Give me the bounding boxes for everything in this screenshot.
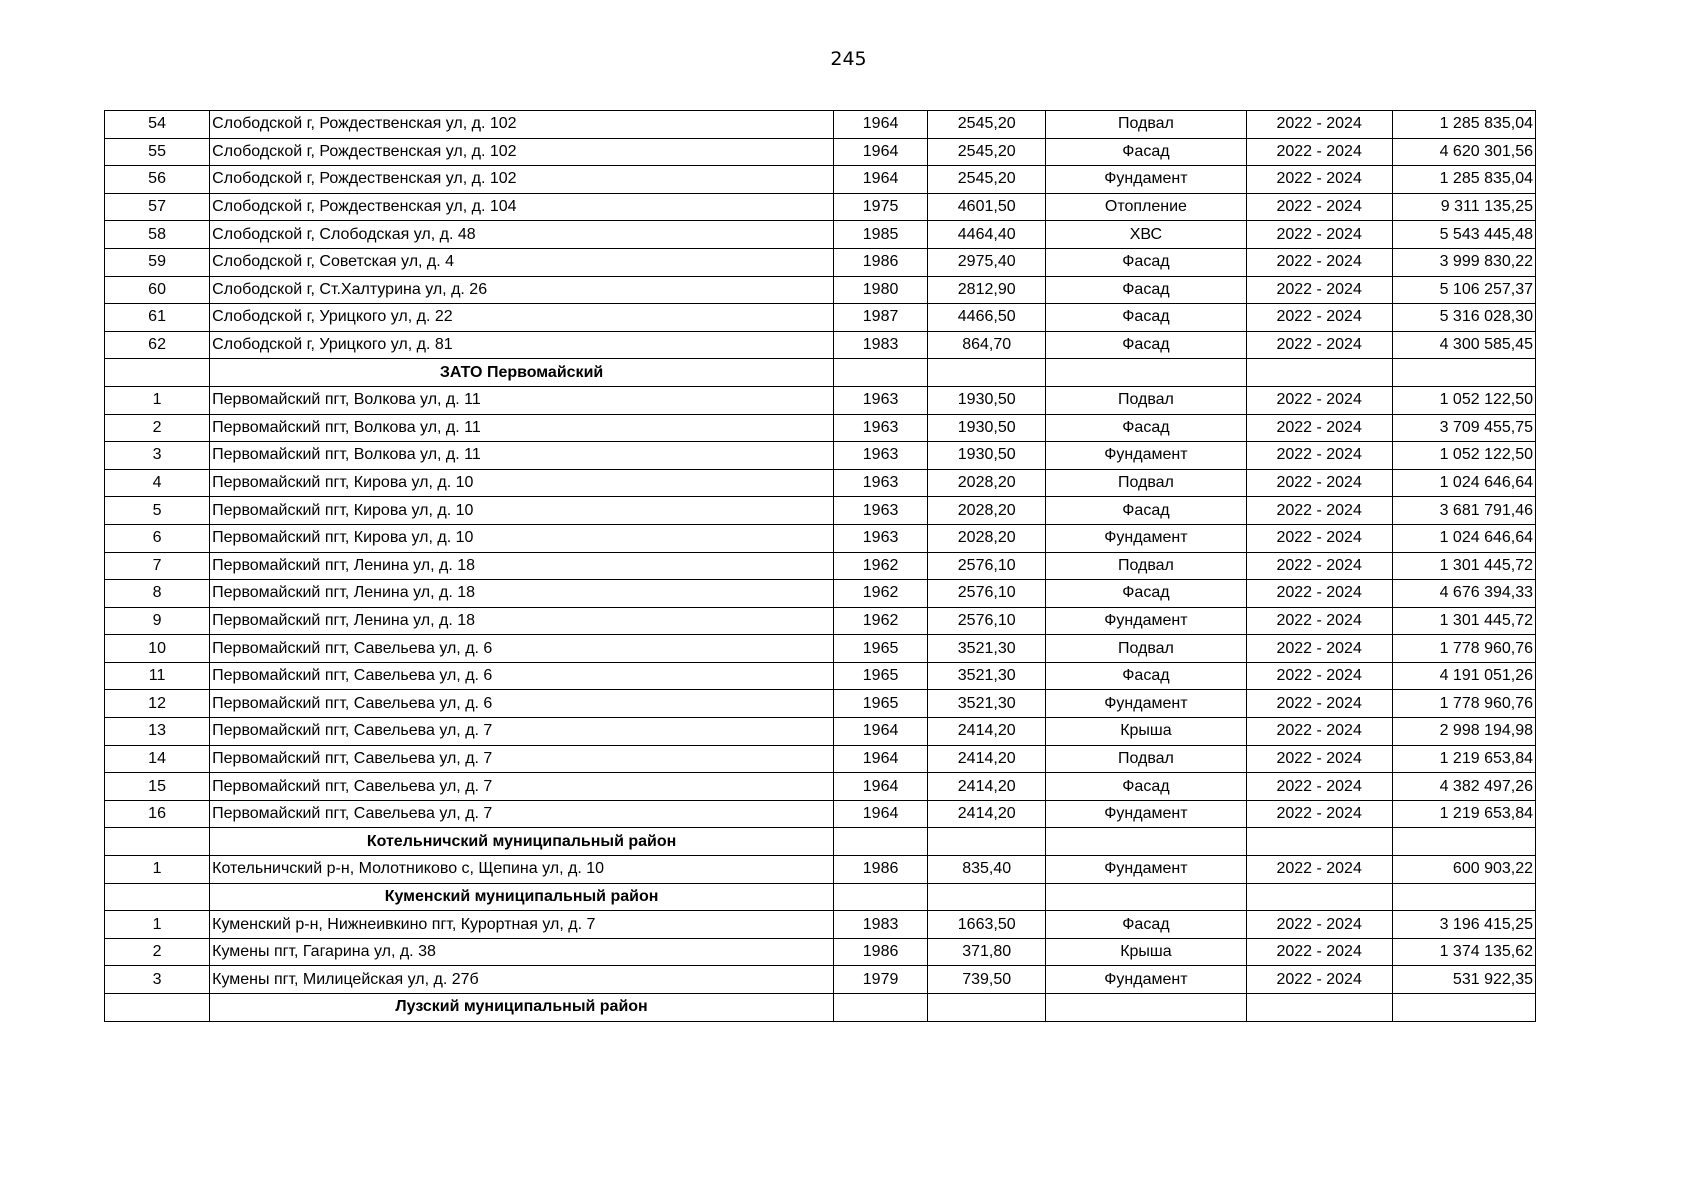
work-type-cell: Фундамент: [1046, 856, 1246, 884]
period-cell: 2022 - 2024: [1246, 745, 1392, 773]
row-number: 3: [105, 966, 210, 994]
table-body: [105, 111, 1536, 1022]
period-cell: 2022 - 2024: [1246, 276, 1392, 304]
address-cell: Первомайский пгт, Волкова ул, д. 11: [210, 442, 834, 470]
cost-cell: 1 778 960,76: [1392, 690, 1535, 718]
period-cell: 2022 - 2024: [1246, 552, 1392, 580]
year-cell: 1964: [834, 166, 928, 194]
work-type-cell: Подвал: [1046, 386, 1246, 414]
cost-cell: 1 374 135,62: [1392, 938, 1535, 966]
address-cell: Слободской г, Урицкого ул, д. 81: [210, 331, 834, 359]
row-number: 9: [105, 607, 210, 635]
row-number: 16: [105, 800, 210, 828]
area-cell: 2576,10: [928, 580, 1046, 608]
section-title: Лузский муниципальный район: [210, 994, 834, 1022]
work-type-cell: ХВС: [1046, 221, 1246, 249]
area-cell: 2028,20: [928, 469, 1046, 497]
work-type-cell: Фасад: [1046, 248, 1246, 276]
work-type-cell: Фасад: [1046, 331, 1246, 359]
table-row: [105, 276, 1536, 304]
address-cell: Первомайский пгт, Савельева ул, д. 7: [210, 773, 834, 801]
cost-cell: 1 301 445,72: [1392, 607, 1535, 635]
area-cell: 1930,50: [928, 442, 1046, 470]
period-cell: 2022 - 2024: [1246, 635, 1392, 663]
period-cell: 2022 - 2024: [1246, 690, 1392, 718]
year-cell: 1964: [834, 745, 928, 773]
empty-cell: [1246, 994, 1392, 1022]
table-row: [105, 524, 1536, 552]
row-number: 1: [105, 386, 210, 414]
table-row: [105, 800, 1536, 828]
area-cell: 2414,20: [928, 745, 1046, 773]
work-type-cell: Фундамент: [1046, 966, 1246, 994]
table-row: [105, 221, 1536, 249]
year-cell: 1985: [834, 221, 928, 249]
area-cell: 2414,20: [928, 718, 1046, 746]
work-type-cell: Подвал: [1046, 469, 1246, 497]
area-cell: 3521,30: [928, 635, 1046, 663]
row-number: 3: [105, 442, 210, 470]
row-number: 59: [105, 248, 210, 276]
empty-cell: [1046, 828, 1246, 856]
row-number: 55: [105, 138, 210, 166]
year-cell: 1987: [834, 304, 928, 332]
period-cell: 2022 - 2024: [1246, 221, 1392, 249]
table-row: [105, 580, 1536, 608]
table-row: [105, 552, 1536, 580]
work-type-cell: Фасад: [1046, 911, 1246, 939]
repair-schedule-table: [104, 110, 1536, 1022]
cost-cell: 1 301 445,72: [1392, 552, 1535, 580]
table-row: [105, 856, 1536, 884]
cost-cell: 600 903,22: [1392, 856, 1535, 884]
empty-cell: [105, 359, 210, 387]
table-row: [105, 497, 1536, 525]
table-row: [105, 635, 1536, 663]
work-type-cell: Фундамент: [1046, 607, 1246, 635]
period-cell: 2022 - 2024: [1246, 497, 1392, 525]
year-cell: 1963: [834, 469, 928, 497]
address-cell: Слободской г, Слободская ул, д. 48: [210, 221, 834, 249]
cost-cell: 4 191 051,26: [1392, 662, 1535, 690]
work-type-cell: Фасад: [1046, 138, 1246, 166]
year-cell: 1965: [834, 662, 928, 690]
period-cell: 2022 - 2024: [1246, 800, 1392, 828]
row-number: 1: [105, 911, 210, 939]
period-cell: 2022 - 2024: [1246, 138, 1392, 166]
cost-cell: 4 300 585,45: [1392, 331, 1535, 359]
period-cell: 2022 - 2024: [1246, 607, 1392, 635]
table-row: [105, 773, 1536, 801]
table-row: [105, 414, 1536, 442]
work-type-cell: Крыша: [1046, 938, 1246, 966]
address-cell: Первомайский пгт, Савельева ул, д. 6: [210, 662, 834, 690]
empty-cell: [834, 994, 928, 1022]
row-number: 2: [105, 938, 210, 966]
work-type-cell: Фундамент: [1046, 442, 1246, 470]
work-type-cell: Фасад: [1046, 773, 1246, 801]
row-number: 7: [105, 552, 210, 580]
address-cell: Слободской г, Советская ул, д. 4: [210, 248, 834, 276]
table-row: [105, 331, 1536, 359]
cost-cell: 1 052 122,50: [1392, 442, 1535, 470]
table-row: [105, 138, 1536, 166]
work-type-cell: Фасад: [1046, 497, 1246, 525]
address-cell: Первомайский пгт, Кирова ул, д. 10: [210, 469, 834, 497]
period-cell: 2022 - 2024: [1246, 718, 1392, 746]
row-number: 4: [105, 469, 210, 497]
cost-cell: 1 052 122,50: [1392, 386, 1535, 414]
table-row: [105, 662, 1536, 690]
address-cell: Слободской г, Рождественская ул, д. 102: [210, 166, 834, 194]
work-type-cell: Подвал: [1046, 111, 1246, 139]
row-number: 57: [105, 193, 210, 221]
table-row: [105, 193, 1536, 221]
table-row: [105, 745, 1536, 773]
row-number: 10: [105, 635, 210, 663]
period-cell: 2022 - 2024: [1246, 386, 1392, 414]
year-cell: 1963: [834, 442, 928, 470]
table-row: [105, 718, 1536, 746]
row-number: 61: [105, 304, 210, 332]
empty-cell: [105, 828, 210, 856]
row-number: 13: [105, 718, 210, 746]
period-cell: 2022 - 2024: [1246, 524, 1392, 552]
year-cell: 1962: [834, 552, 928, 580]
cost-cell: 1 778 960,76: [1392, 635, 1535, 663]
empty-cell: [834, 359, 928, 387]
area-cell: 1930,50: [928, 386, 1046, 414]
address-cell: Слободской г, Ст.Халтурина ул, д. 26: [210, 276, 834, 304]
cost-cell: 9 311 135,25: [1392, 193, 1535, 221]
cost-cell: 1 219 653,84: [1392, 800, 1535, 828]
address-cell: Первомайский пгт, Савельева ул, д. 7: [210, 718, 834, 746]
area-cell: 2975,40: [928, 248, 1046, 276]
year-cell: 1983: [834, 911, 928, 939]
address-cell: Первомайский пгт, Волкова ул, д. 11: [210, 386, 834, 414]
cost-cell: 3 709 455,75: [1392, 414, 1535, 442]
table-row: [105, 469, 1536, 497]
table-row: [105, 911, 1536, 939]
empty-cell: [928, 994, 1046, 1022]
period-cell: 2022 - 2024: [1246, 111, 1392, 139]
address-cell: Слободской г, Рождественская ул, д. 102: [210, 111, 834, 139]
address-cell: Слободской г, Рождественская ул, д. 102: [210, 138, 834, 166]
empty-cell: [1246, 883, 1392, 911]
area-cell: 371,80: [928, 938, 1046, 966]
row-number: 1: [105, 856, 210, 884]
area-cell: 2576,10: [928, 607, 1046, 635]
table-row: [105, 442, 1536, 470]
work-type-cell: Подвал: [1046, 635, 1246, 663]
cost-cell: 531 922,35: [1392, 966, 1535, 994]
work-type-cell: Отопление: [1046, 193, 1246, 221]
year-cell: 1962: [834, 607, 928, 635]
year-cell: 1986: [834, 248, 928, 276]
area-cell: 4466,50: [928, 304, 1046, 332]
period-cell: 2022 - 2024: [1246, 911, 1392, 939]
address-cell: Слободской г, Рождественская ул, д. 104: [210, 193, 834, 221]
work-type-cell: Крыша: [1046, 718, 1246, 746]
page-number: 245: [830, 48, 867, 70]
row-number: 15: [105, 773, 210, 801]
address-cell: Первомайский пгт, Ленина ул, д. 18: [210, 607, 834, 635]
address-cell: Первомайский пгт, Савельева ул, д. 7: [210, 800, 834, 828]
year-cell: 1964: [834, 773, 928, 801]
table-row: [105, 938, 1536, 966]
empty-cell: [1046, 359, 1246, 387]
year-cell: 1965: [834, 690, 928, 718]
empty-cell: [1246, 359, 1392, 387]
section-header-row: [105, 359, 1536, 387]
address-cell: Куменский р-н, Нижнеивкино пгт, Курортная ул, д. 7: [210, 911, 834, 939]
empty-cell: [1046, 883, 1246, 911]
row-number: 8: [105, 580, 210, 608]
area-cell: 1930,50: [928, 414, 1046, 442]
period-cell: 2022 - 2024: [1246, 166, 1392, 194]
area-cell: 2545,20: [928, 166, 1046, 194]
year-cell: 1986: [834, 856, 928, 884]
period-cell: 2022 - 2024: [1246, 248, 1392, 276]
area-cell: 2028,20: [928, 497, 1046, 525]
section-title: ЗАТО Первомайский: [210, 359, 834, 387]
table-row: [105, 607, 1536, 635]
row-number: 5: [105, 497, 210, 525]
row-number: 62: [105, 331, 210, 359]
period-cell: 2022 - 2024: [1246, 662, 1392, 690]
area-cell: 2414,20: [928, 773, 1046, 801]
empty-cell: [1392, 883, 1535, 911]
row-number: 54: [105, 111, 210, 139]
cost-cell: 1 024 646,64: [1392, 469, 1535, 497]
year-cell: 1963: [834, 497, 928, 525]
year-cell: 1980: [834, 276, 928, 304]
section-title: Котельничский муниципальный район: [210, 828, 834, 856]
row-number: 2: [105, 414, 210, 442]
area-cell: 2812,90: [928, 276, 1046, 304]
address-cell: Первомайский пгт, Савельева ул, д. 6: [210, 635, 834, 663]
year-cell: 1975: [834, 193, 928, 221]
empty-cell: [105, 883, 210, 911]
year-cell: 1964: [834, 111, 928, 139]
period-cell: 2022 - 2024: [1246, 938, 1392, 966]
section-header-row: [105, 828, 1536, 856]
empty-cell: [928, 883, 1046, 911]
work-type-cell: Фасад: [1046, 276, 1246, 304]
year-cell: 1963: [834, 386, 928, 414]
area-cell: 3521,30: [928, 662, 1046, 690]
address-cell: Слободской г, Урицкого ул, д. 22: [210, 304, 834, 332]
address-cell: Кумены пгт, Милицейская ул, д. 27б: [210, 966, 834, 994]
period-cell: 2022 - 2024: [1246, 580, 1392, 608]
work-type-cell: Фундамент: [1046, 800, 1246, 828]
address-cell: Котельничский р-н, Молотниково с, Щепина ул, д. 10: [210, 856, 834, 884]
area-cell: 2545,20: [928, 138, 1046, 166]
area-cell: 835,40: [928, 856, 1046, 884]
year-cell: 1962: [834, 580, 928, 608]
empty-cell: [928, 359, 1046, 387]
period-cell: 2022 - 2024: [1246, 966, 1392, 994]
work-type-cell: Фасад: [1046, 304, 1246, 332]
work-type-cell: Фундамент: [1046, 166, 1246, 194]
work-type-cell: Подвал: [1046, 552, 1246, 580]
period-cell: 2022 - 2024: [1246, 193, 1392, 221]
cost-cell: 1 285 835,04: [1392, 111, 1535, 139]
address-cell: Первомайский пгт, Кирова ул, д. 10: [210, 497, 834, 525]
cost-cell: 4 676 394,33: [1392, 580, 1535, 608]
work-type-cell: Фасад: [1046, 580, 1246, 608]
cost-cell: 3 196 415,25: [1392, 911, 1535, 939]
address-cell: Кумены пгт, Гагарина ул, д. 38: [210, 938, 834, 966]
empty-cell: [1392, 828, 1535, 856]
period-cell: 2022 - 2024: [1246, 414, 1392, 442]
work-type-cell: Фасад: [1046, 414, 1246, 442]
empty-cell: [834, 828, 928, 856]
work-type-cell: Фундамент: [1046, 690, 1246, 718]
work-type-cell: Фасад: [1046, 662, 1246, 690]
area-cell: 2414,20: [928, 800, 1046, 828]
area-cell: 864,70: [928, 331, 1046, 359]
section-header-row: [105, 883, 1536, 911]
row-number: 56: [105, 166, 210, 194]
empty-cell: [105, 994, 210, 1022]
area-cell: 2545,20: [928, 111, 1046, 139]
period-cell: 2022 - 2024: [1246, 469, 1392, 497]
cost-cell: 1 219 653,84: [1392, 745, 1535, 773]
cost-cell: 5 106 257,37: [1392, 276, 1535, 304]
area-cell: 2028,20: [928, 524, 1046, 552]
table-row: [105, 966, 1536, 994]
year-cell: 1983: [834, 331, 928, 359]
work-type-cell: Подвал: [1046, 745, 1246, 773]
row-number: 6: [105, 524, 210, 552]
year-cell: 1963: [834, 414, 928, 442]
section-header-row: [105, 994, 1536, 1022]
row-number: 11: [105, 662, 210, 690]
year-cell: 1965: [834, 635, 928, 663]
period-cell: 2022 - 2024: [1246, 442, 1392, 470]
row-number: 58: [105, 221, 210, 249]
year-cell: 1964: [834, 138, 928, 166]
table-row: [105, 111, 1536, 139]
empty-cell: [1392, 359, 1535, 387]
cost-cell: 5 316 028,30: [1392, 304, 1535, 332]
empty-cell: [1246, 828, 1392, 856]
table-row: [105, 386, 1536, 414]
year-cell: 1964: [834, 718, 928, 746]
cost-cell: 1 024 646,64: [1392, 524, 1535, 552]
cost-cell: 3 681 791,46: [1392, 497, 1535, 525]
area-cell: 1663,50: [928, 911, 1046, 939]
address-cell: Первомайский пгт, Волкова ул, д. 11: [210, 414, 834, 442]
empty-cell: [1392, 994, 1535, 1022]
address-cell: Первомайский пгт, Кирова ул, д. 10: [210, 524, 834, 552]
row-number: 14: [105, 745, 210, 773]
work-type-cell: Фундамент: [1046, 524, 1246, 552]
cost-cell: 5 543 445,48: [1392, 221, 1535, 249]
year-cell: 1986: [834, 938, 928, 966]
address-cell: Первомайский пгт, Савельева ул, д. 7: [210, 745, 834, 773]
row-number: 60: [105, 276, 210, 304]
address-cell: Первомайский пгт, Ленина ул, д. 18: [210, 580, 834, 608]
empty-cell: [834, 883, 928, 911]
cost-cell: 4 382 497,26: [1392, 773, 1535, 801]
cost-cell: 3 999 830,22: [1392, 248, 1535, 276]
address-cell: Первомайский пгт, Савельева ул, д. 6: [210, 690, 834, 718]
empty-cell: [1046, 994, 1246, 1022]
cost-cell: 2 998 194,98: [1392, 718, 1535, 746]
area-cell: 4464,40: [928, 221, 1046, 249]
year-cell: 1964: [834, 800, 928, 828]
period-cell: 2022 - 2024: [1246, 304, 1392, 332]
period-cell: 2022 - 2024: [1246, 331, 1392, 359]
cost-cell: 1 285 835,04: [1392, 166, 1535, 194]
area-cell: 4601,50: [928, 193, 1046, 221]
year-cell: 1979: [834, 966, 928, 994]
cost-cell: 4 620 301,56: [1392, 138, 1535, 166]
period-cell: 2022 - 2024: [1246, 856, 1392, 884]
area-cell: 3521,30: [928, 690, 1046, 718]
address-cell: Первомайский пгт, Ленина ул, д. 18: [210, 552, 834, 580]
table-row: [105, 304, 1536, 332]
table-row: [105, 166, 1536, 194]
area-cell: 2576,10: [928, 552, 1046, 580]
section-title: Куменский муниципальный район: [210, 883, 834, 911]
table-row: [105, 690, 1536, 718]
empty-cell: [928, 828, 1046, 856]
row-number: 12: [105, 690, 210, 718]
year-cell: 1963: [834, 524, 928, 552]
table-row: [105, 248, 1536, 276]
period-cell: 2022 - 2024: [1246, 773, 1392, 801]
area-cell: 739,50: [928, 966, 1046, 994]
